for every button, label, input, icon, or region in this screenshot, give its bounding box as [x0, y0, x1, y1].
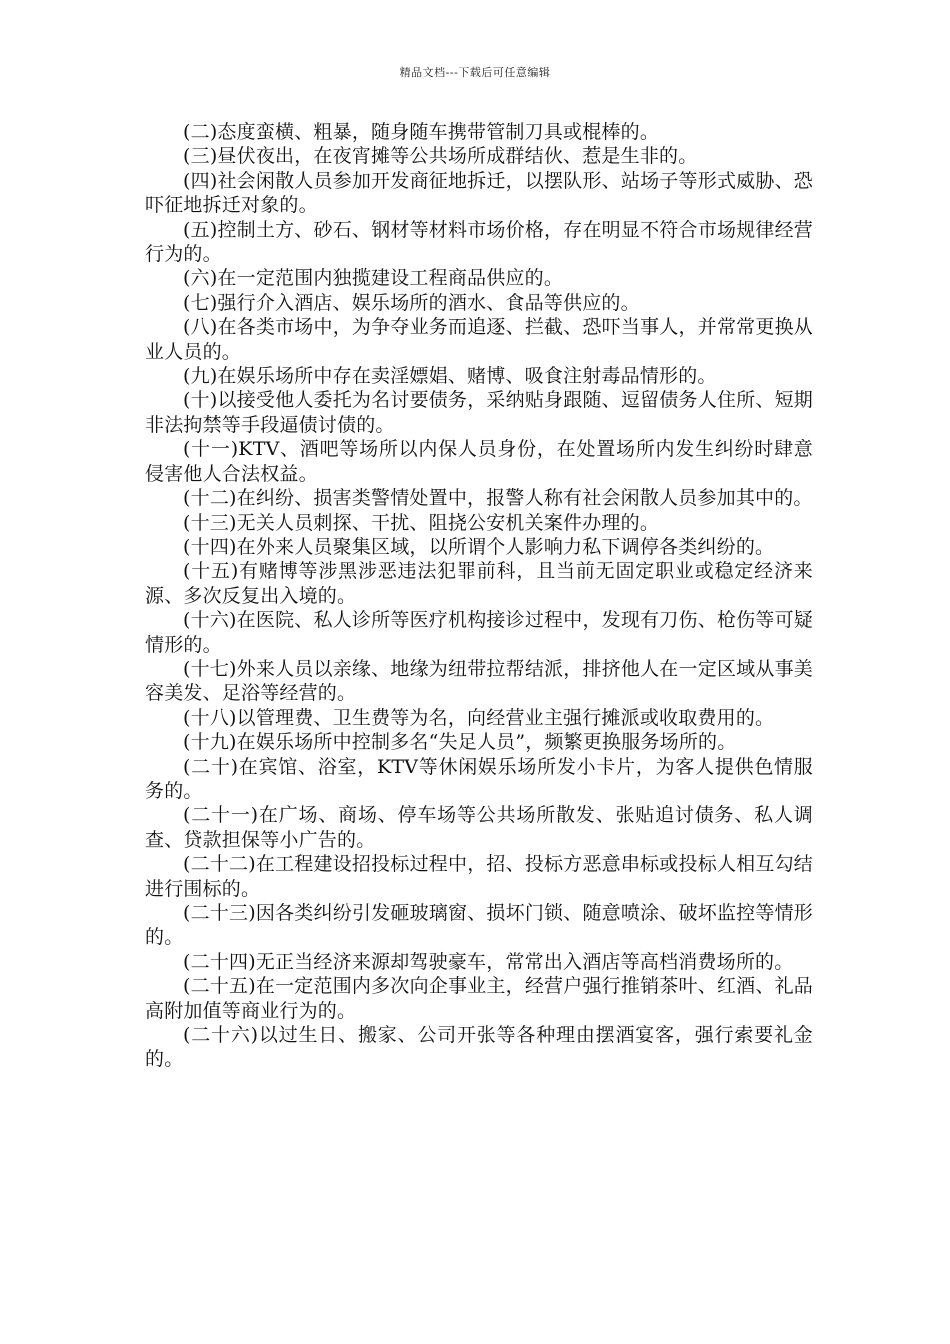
paragraph: (二十三)因各类纠纷引发砸玻璃窗、损坏门锁、随意喷涂、破坏监控等情形的。	[145, 902, 813, 949]
paragraph: (四)社会闲散人员参加开发商征地拆迁，以摆队形、站场子等形式威胁、恐吓征地拆迁对象的。	[145, 169, 813, 217]
paragraph: (六)在一定范围内独揽建设工程商品供应的。	[183, 267, 564, 290]
paragraph: (十一)KTV、酒吧等场所以内保人员身份，在处置场所内发生纠纷时肆意侵害他人合法权益。	[145, 438, 813, 485]
paragraph: (十五)有赌博等涉黑涉恶违法犯罪前科，且当前无固定职业或稳定经济来源、多次反复出入境的。	[145, 560, 813, 607]
paragraph: (十四)在外来人员聚集区域，以所谓个人影响力私下调停各类纠纷的。	[183, 535, 775, 558]
paragraph: (十六)在医院、私人诊所等医疗机构接诊过程中，发现有刀伤、枪伤等可疑情形的。	[145, 609, 813, 656]
paragraph: (二)态度蛮横、粗暴，随身随车携带管制刀具或棍棒的。	[183, 121, 660, 143]
page-header: 精品文档---下载后可任意编辑	[399, 66, 551, 79]
paragraph: (十九)在娱乐场所中控制多名“失足人员”，频繁更换服务场所的。	[183, 731, 737, 754]
paragraph: (九)在娱乐场所中存在卖淫嫖娼、赌博、吸食注射毒品情形的。	[183, 365, 717, 388]
paragraph: (十)以接受他人委托为名讨要债务，采纳贴身跟随、逗留债务人住所、短期非法拘禁等手段逼债讨债的。	[145, 389, 813, 436]
document-body	[145, 120, 813, 1072]
paragraph: (二十一)在广场、商场、停车场等公共场所散发、张贴追讨债务、私人调查、贷款担保等小广告的。	[145, 804, 813, 851]
paragraph: (二十五)在一定范围内多次向企事业主，经营户强行推销茶叶、红酒、礼品高附加值等商业行为的。	[145, 975, 813, 1022]
paragraph: (十三)无关人员刺探、干扰、阻挠公安机关案件办理的。	[183, 511, 660, 534]
paragraph: (二十)在宾馆、浴室，KTV等休闲娱乐场所发小卡片，为客人提供色情服务的。	[145, 755, 813, 802]
paragraph: (十二)在纠纷、损害类警情处置中，报警人称有社会闲散人员参加其中的。	[183, 487, 813, 510]
paragraph: (五)控制土方、砂石、钢材等材料市场价格，存在明显不符合市场规律经营行为的。	[145, 218, 813, 266]
paragraph: (二十二)在工程建设招投标过程中，招、投标方恶意串标或投标人相互勾结进行围标的。	[145, 853, 813, 900]
paragraph: (七)强行介入酒店、娱乐场所的酒水、食品等供应的。	[183, 291, 640, 314]
paragraph: (十七)外来人员以亲缘、地缘为纽带拉帮结派，排挤他人在一定区域从事美容美发、足浴等经营的。	[145, 657, 813, 705]
paragraph: (二十六)以过生日、搬家、公司开张等各种理由摆酒宴客，强行索要礼金的。	[145, 1024, 813, 1071]
paragraph: (三)昼伏夜出，在夜宵摊等公共场所成群结伙、惹是生非的。	[183, 145, 698, 168]
paragraph: (十八)以管理费、卫生费等为名，向经营业主强行摊派或收取费用的。	[183, 706, 775, 729]
paragraph: (八)在各类市场中，为争夺业务而追逐、拦截、恐吓当事人，并常常更换从业人员的。	[145, 316, 813, 363]
paragraph: (二十四)无正当经济来源却驾驶豪车，常常出入酒店等高档消费场所的。	[183, 950, 794, 973]
